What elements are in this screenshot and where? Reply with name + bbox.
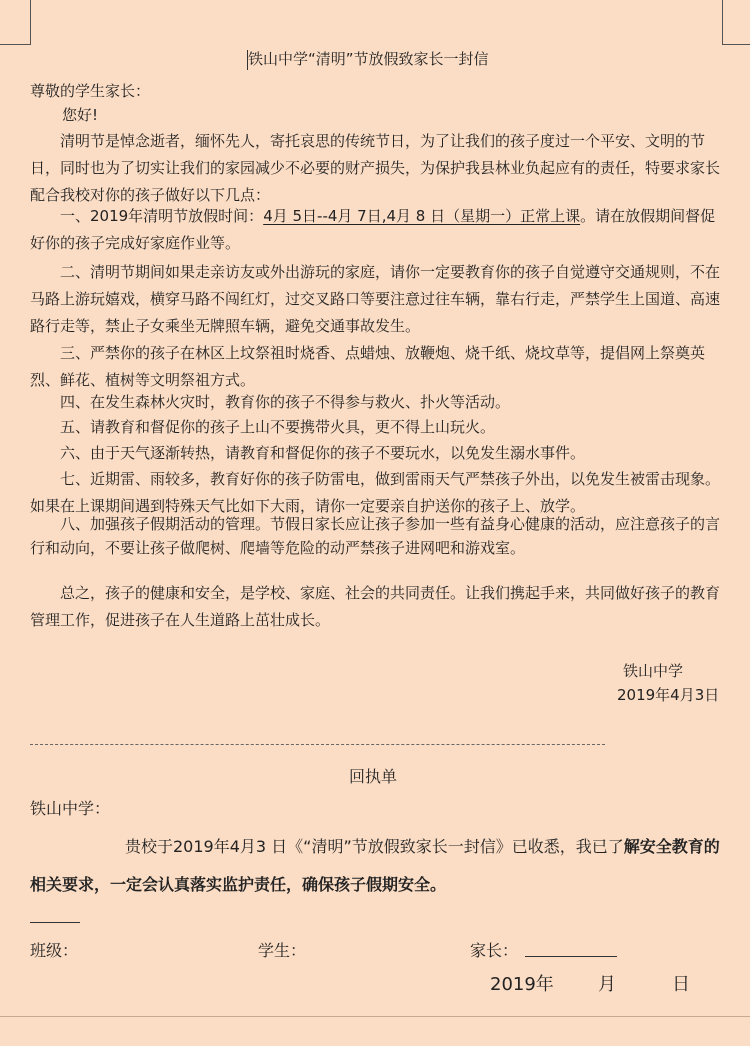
- page-bottom-rule: [0, 1016, 750, 1017]
- parent-label: 家长：: [470, 941, 519, 960]
- item-3: 三、严禁你的孩子在林区上坟祭祖时烧香、点蜡烛、放鞭炮、烧千纸、烧坟草等，提倡网上祭奠英烈、鲜花、植树等文明祭祖方式。: [30, 344, 706, 389]
- receipt-body-normal: 贵校于2019年4月3 日《“清明”节放假致家长一封信》已收悉，我已了: [125, 837, 624, 856]
- crop-mark-top-right: [722, 0, 750, 45]
- short-rule: [30, 922, 80, 923]
- receipt-body: [30, 828, 730, 904]
- item-6: 六、由于天气逐渐转热，请教育和督促你的孩子不要玩水，以免发生溺水事件。: [60, 444, 586, 462]
- item-1: [30, 203, 730, 257]
- signature: 铁山中学: [623, 662, 684, 680]
- item-8: 八、加强孩子假期活动的管理。节假日家长应让孩子参加一些有益身心健康的活动，应注意孩子的言行和动向，不要让孩子做爬树、爬墙等危险的动严禁孩子进网吧和游戏室。: [30, 515, 721, 557]
- letter-date: 2019年4月3日: [617, 686, 720, 704]
- item-7: 七、近期雷、雨较多，教育好你的孩子防雷电，做到雷雨天气严禁孩子外出，以免发生被雷击现象。如果在上课期间遇到特殊天气比如下大雨，请你一定要亲自护送你的孩子上、放学。: [30, 470, 721, 515]
- item-1-tail: 。请在放假期间督促好你的孩子完成好家庭作业等。: [30, 207, 716, 252]
- item-2: 二、清明节期间如果走亲访友或外出游玩的家庭，请你一定要教育你的孩子自觉遵守交通规则，不在马路上游玩嬉戏，横穿马路不闯红灯，过交叉路口等要注意过往车辆，靠右行走，严禁学生上国道、高速路行走等，禁止子女乘坐无牌照车辆，避免交通事故发生。: [30, 263, 721, 335]
- item-5: 五、请教育和督促你的孩子上山不要携带火具，更不得上山玩火。: [60, 418, 496, 436]
- parent-signature-line: [525, 956, 617, 957]
- receipt-day: 日: [672, 974, 690, 995]
- receipt-month: 月: [598, 974, 616, 995]
- receipt-addressee: 铁山中学：: [30, 799, 111, 818]
- crop-mark-top-left: [0, 0, 31, 45]
- receipt-body-bold: 解安全教育的相关要求，一定会认真落实监护责任，确保孩子假期安全。: [30, 837, 720, 894]
- intro-paragraph: 清明节是悼念逝者，缅怀先人，寄托哀思的传统节日，为了让我们的孩子度过一个平安、文明的节日，同时也为了切实让我们的家园减少不必要的财产损失，为保护我县林业负起应有的责任，特要求家长配合我校对你的孩子做好以下几点：: [30, 132, 721, 204]
- cut-line: [30, 744, 605, 745]
- conclusion-paragraph: 总之，孩子的健康和安全，是学校、家庭、社会的共同责任。让我们携起手来，共同做好孩子的教育管理工作，促进孩子在人生道路上茁壮成长。: [30, 584, 721, 629]
- item-1-dates: 4月 5日--4月 7日,4月 8 日（星期一）正常上课: [263, 207, 581, 225]
- item-4: 四、在发生森林火灾时，教育你的孩子不得参与救火、扑火等活动。: [60, 393, 511, 411]
- greeting: 您好!: [62, 106, 99, 124]
- letter-title: 铁山中学“清明”节放假致家长一封信: [248, 50, 489, 68]
- salutation: 尊敬的学生家长：: [30, 82, 151, 100]
- class-label: 班级：: [30, 941, 79, 960]
- item-1-lead: 一、2019年清明节放假时间：: [60, 207, 264, 225]
- receipt-title: 回执单: [349, 767, 398, 786]
- student-label: 学生：: [258, 941, 307, 960]
- receipt-year: 2019年: [490, 974, 554, 995]
